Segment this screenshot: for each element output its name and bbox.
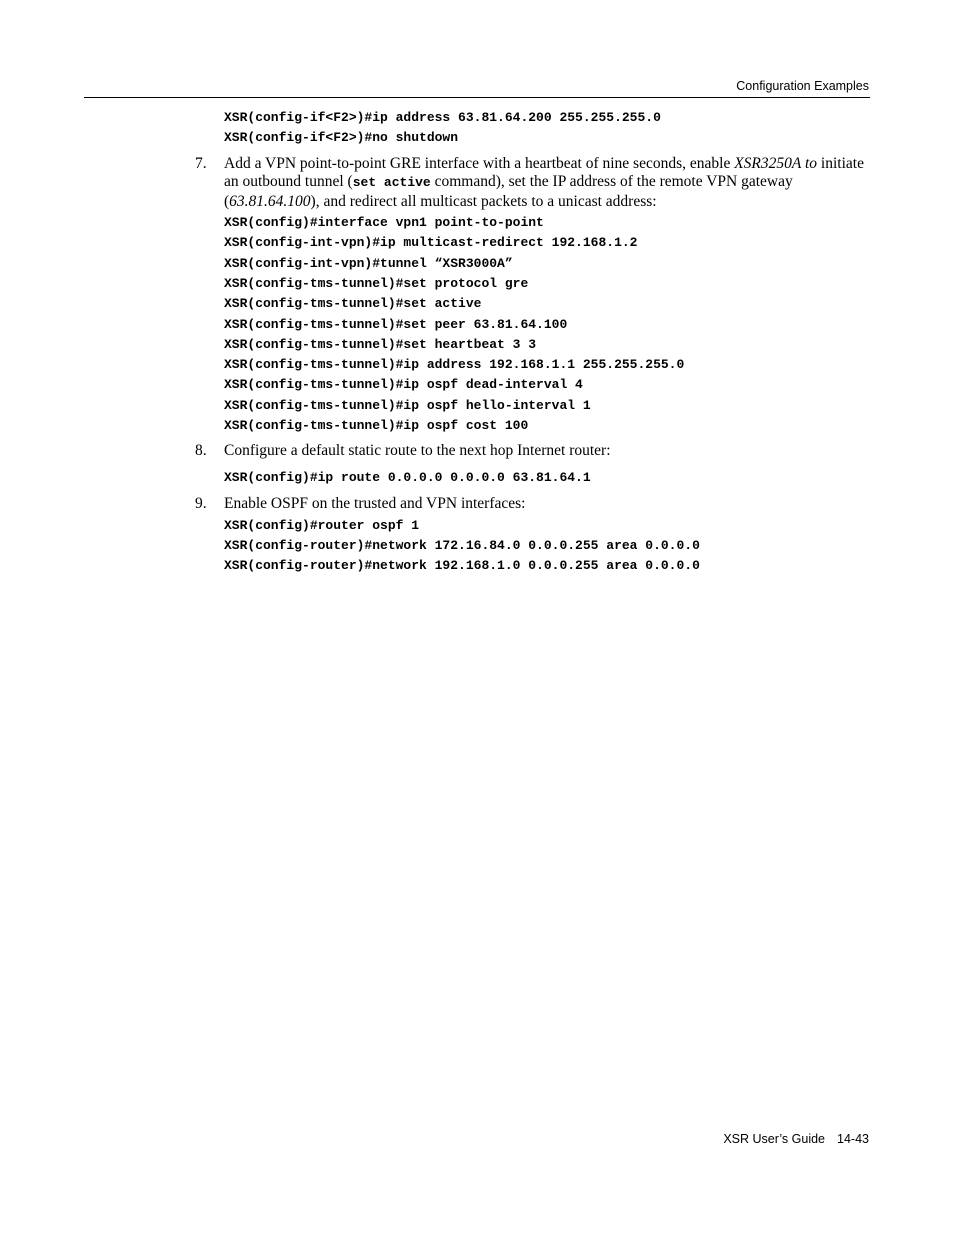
step-text-segment: command), set the IP address of the remote VPN gateway (: [224, 173, 793, 210]
code-line: XSR(config-tms-tunnel)#ip ospf cost 100: [224, 418, 529, 434]
code-line: XSR(config-tms-tunnel)#ip ospf hello-interval 1: [224, 397, 591, 413]
code-line: XSR(config-tms-tunnel)#set active: [224, 296, 482, 312]
header-divider: [84, 97, 870, 98]
page-number: 14-43: [837, 1132, 869, 1146]
guide-title: XSR User’s Guide: [723, 1132, 826, 1146]
page-footer: [723, 1131, 869, 1147]
code-line: XSR(config-router)#network 172.16.84.0 0.0.0.255 area 0.0.0.0: [224, 537, 700, 553]
step-text-segment: ), and redirect all multicast packets to a unicast address:: [310, 192, 657, 210]
running-header: Configuration Examples: [736, 79, 869, 93]
step-7-code-block: [0, 213, 954, 436]
code-line: XSR(config)#interface vpn1 point-to-point: [224, 215, 544, 231]
code-line: XSR(config)#ip route 0.0.0.0 0.0.0.0 63.81.64.1: [224, 469, 591, 485]
step-text-segment: Add a VPN point-to-point GRE interface with a heartbeat of nine seconds, enable: [224, 154, 735, 172]
step-text: [224, 155, 864, 212]
code-line: XSR(config-if<F2>)#ip address 63.81.64.200 255.255.255.0: [224, 110, 661, 125]
inline-command: set active: [352, 175, 431, 191]
step-text-segment: initiate an outbound tunnel (: [224, 154, 864, 191]
step-number: 8.: [195, 442, 207, 460]
step-9-code-block: [0, 516, 954, 577]
intro-code-block: [0, 108, 954, 149]
code-line: XSR(config)#router ospf 1: [224, 517, 420, 533]
code-line: XSR(config-router)#network 192.168.1.0 0.0.0.255 area 0.0.0.0: [224, 558, 700, 574]
code-line: XSR(config-if<F2>)#no shutdown: [224, 130, 459, 146]
page-content: [0, 108, 954, 577]
step-number: 9.: [195, 495, 207, 513]
step-text: Configure a default static route to the next hop Internet router:: [224, 442, 611, 460]
step-text: Enable OSPF on the trusted and VPN interfaces:: [224, 495, 526, 513]
step-8-code-block: [0, 468, 954, 488]
step-number: 7.: [195, 154, 207, 172]
code-line: XSR(config-tms-tunnel)#set heartbeat 3 3: [224, 336, 537, 352]
code-line: XSR(config-tms-tunnel)#ip address 192.168.1.1 255.255.255.0: [224, 357, 685, 373]
code-line: XSR(config-tms-tunnel)#set peer 63.81.64.100: [224, 316, 568, 332]
step-9: [195, 495, 864, 514]
code-line: XSR(config-int-vpn)#tunnel “XSR3000A”: [224, 255, 513, 271]
device-name: XSR3250A to: [734, 154, 818, 172]
gateway-address: 63.81.64.100: [229, 192, 311, 210]
code-line: XSR(config-tms-tunnel)#ip ospf dead-interval 4: [224, 377, 583, 393]
step-7: [195, 154, 864, 212]
step-8: [195, 442, 864, 461]
code-line: XSR(config-tms-tunnel)#set protocol gre: [224, 275, 529, 291]
code-line: XSR(config-int-vpn)#ip multicast-redirect 192.168.1.2: [224, 235, 638, 251]
